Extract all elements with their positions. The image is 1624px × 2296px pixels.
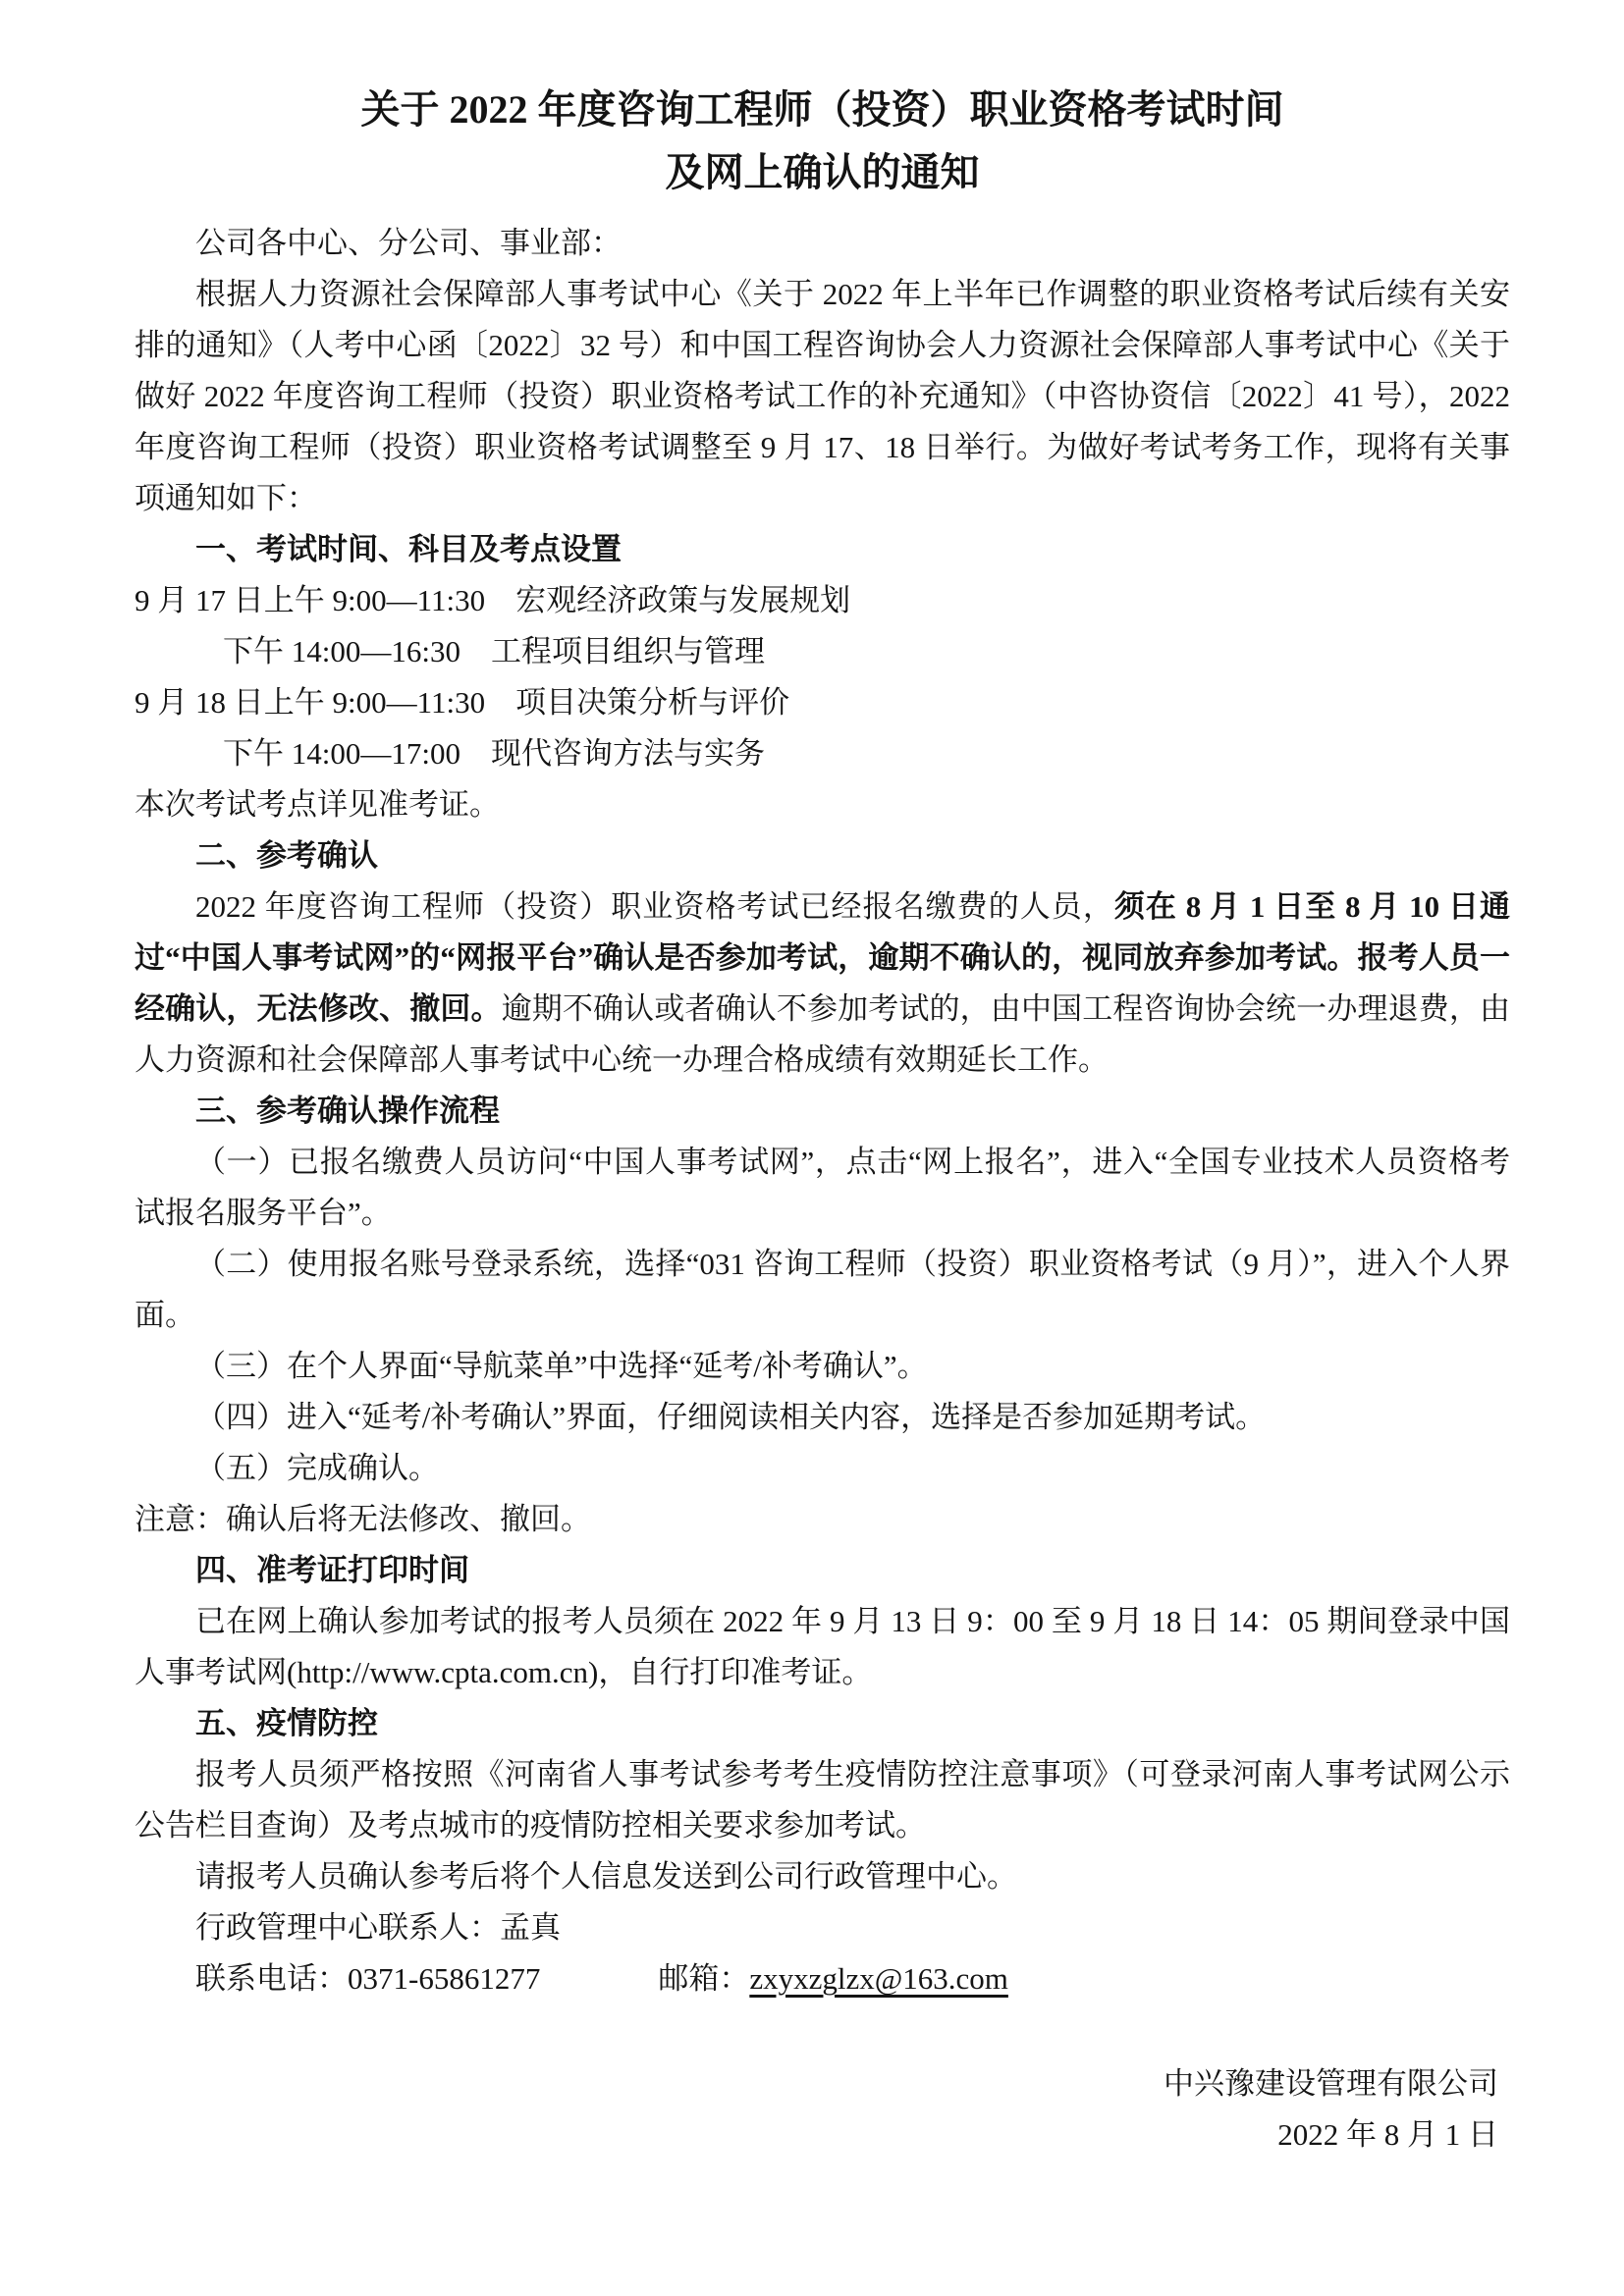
text-run: （四）进入“延考/补考确认”界面，仔细阅读相关内容，选择是否参加延期考试。 xyxy=(195,1400,1267,1434)
text-run: 2022 年度咨询工程师（投资）职业资格考试已经报名缴费的人员， xyxy=(195,889,1114,924)
step-5 xyxy=(135,1443,1510,1494)
note-line xyxy=(135,1494,1510,1545)
step-1 xyxy=(135,1137,1510,1239)
contact-line xyxy=(135,1953,1510,2004)
text-run: 注意：确认后将无法修改、撤回。 xyxy=(135,1502,591,1536)
schedule-line-1: 9 月 17 日上午 9:00—11:30 宏观经济政策与发展规划 xyxy=(135,583,851,617)
epidemic-paragraph xyxy=(135,1749,1510,1851)
step-4 xyxy=(135,1392,1510,1443)
section-1-heading: 一、考试时间、科目及考点设置 xyxy=(195,532,622,566)
info-send-line xyxy=(135,1851,1510,1902)
step-3 xyxy=(135,1341,1510,1392)
intro-paragraph xyxy=(135,269,1510,524)
text-run: 公司各中心、分公司、事业部： xyxy=(195,226,622,260)
text-run: 根据人力资源社会保障部人事考试中心《关于 2022 年上半年已作调整的职业资格考试后续有关安排的通知》（人考中心函〔2022〕32 号）和中国工程咨询协会人力资源社会保障部人事考试中心《关于做好 2022 年度咨询工程师（投资）职业资格考试工作的补充通知》（中咨协资信〔2022〕41 号），2022 年度咨询工程师（投资）职业资格考试调整至 9 月 17、18 日举行。为做好考试考务工作，现将有关事项通知如下： xyxy=(135,277,1510,515)
text-run: 逾期不确认或者确认不参加考试的，由中国工程咨询协会统一办理退费，由人力资源和社会保障部人事考试中心统一办理合格成绩有效期延长工作。 xyxy=(135,991,1511,1077)
text-run: （五）完成确认。 xyxy=(195,1451,439,1485)
exam-site-note xyxy=(135,779,1510,830)
text-run: 已在网上确认参加考试的报考人员须在 2022 年 9 月 13 日 9：00 至 9 月 18 日 14：05 期间登录中国人事考试网(http://www.cpta.com.cn)，自行打印准考证。 xyxy=(135,1604,1510,1689)
text-run: 报考人员须严格按照《河南省人事考试参考考生疫情防控注意事项》（可登录河南人事考试网公示公告栏目查询）及考点城市的疫情防控相关要求参加考试。 xyxy=(135,1757,1510,1842)
bold-text-run: 须在 8 月 1 日至 8 月 10 日通过“中国人事考试网”的“网报平台”确认是否参加考试，逾期不确认的，视同放弃参加考试。报考人员一经确认，无法修改、撤回。 xyxy=(135,889,1511,1026)
confirmation-paragraph xyxy=(135,881,1510,1086)
text-run: （一）已报名缴费人员访问“中国人事考试网”，点击“网上报名”，进入“全国专业技术人员资格考试报名服务平台”。 xyxy=(135,1145,1510,1230)
doc-body-block xyxy=(135,218,1510,2161)
doc-title-block xyxy=(135,79,1510,204)
schedule-line-3: 9 月 18 日上午 9:00—11:30 项目决策分析与评价 xyxy=(135,685,790,720)
signature-date: 2022 年 8 月 1 日 xyxy=(1277,2117,1498,2152)
text-run: 行政管理中心联系人：孟真 xyxy=(195,1910,561,1945)
contact-phone: 联系电话：0371-65861277 xyxy=(195,1961,541,1996)
contact-email-group xyxy=(658,1961,1008,1996)
signer-company: 中兴豫建设管理有限公司 xyxy=(1164,2066,1498,2101)
admission-ticket-paragraph xyxy=(135,1596,1510,1698)
section-5-heading: 五、疫情防控 xyxy=(195,1706,378,1740)
section-2-heading: 二、参考确认 xyxy=(195,838,378,873)
salutation xyxy=(135,218,1510,269)
schedule-line-2: 下午 14:00—16:30 工程项目组织与管理 xyxy=(223,634,765,668)
email-link[interactable]: zxyxzglzx@163.com xyxy=(749,1961,1008,1996)
section-3-heading: 三、参考确认操作流程 xyxy=(195,1094,500,1128)
contact-person-line xyxy=(135,1902,1510,1953)
doc-title-line-2: 及网上确认的通知 xyxy=(665,150,980,194)
email-label: 邮箱： xyxy=(658,1961,750,1996)
doc-title-line-1: 关于 2022 年度咨询工程师（投资）职业资格考试时间 xyxy=(360,87,1284,132)
text-run: 本次考试考点详见准考证。 xyxy=(135,787,500,822)
text-run: （三）在个人界面“导航菜单”中选择“延考/补考确认”。 xyxy=(195,1349,928,1383)
step-2 xyxy=(135,1239,1510,1341)
section-4-heading: 四、准考证打印时间 xyxy=(195,1553,469,1587)
text-run: （二）使用报名账号登录系统，选择“031 咨询工程师（投资）职业资格考试（9 月）”，进入个人界面。 xyxy=(135,1247,1510,1332)
text-run: 请报考人员确认参考后将个人信息发送到公司行政管理中心。 xyxy=(195,1859,1017,1894)
schedule-line-4: 下午 14:00—17:00 现代咨询方法与实务 xyxy=(223,736,765,771)
